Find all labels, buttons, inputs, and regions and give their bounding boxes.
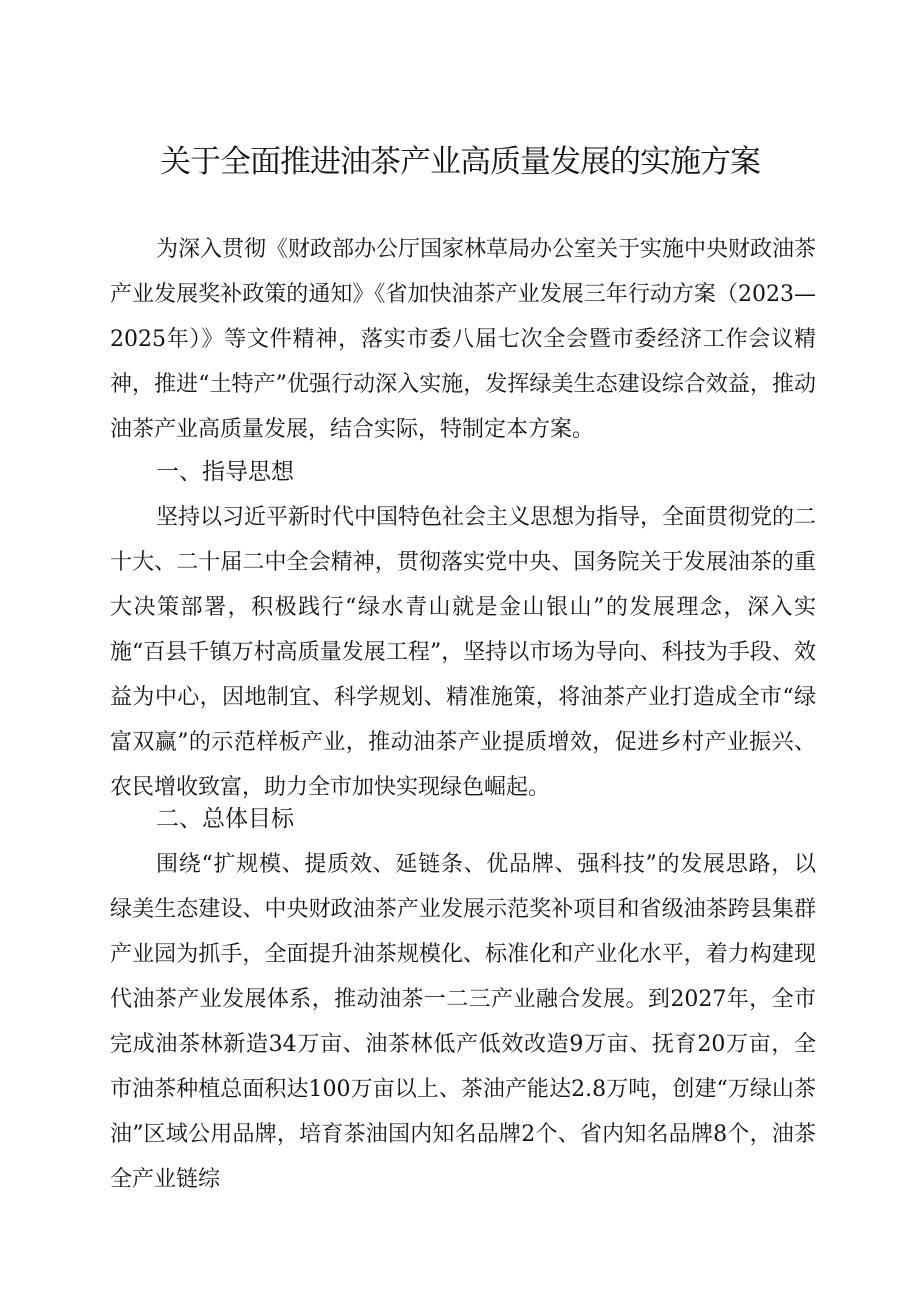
- section-heading-overall-goals: 二、总体目标: [156, 806, 294, 832]
- intro-paragraph: 为深入贯彻《财政部办公厅国家林草局办公室关于实施中央财政油茶产业发展奖补政策的通知》《省加快油茶产业发展三年行动方案（2023—2025年）》等文件精神，落实市委八届七次全会暨市委经济工作会议精神，推进“土特产”优强行动深入实施，发挥绿美生态建设综合效益，推动油茶产业高质量发展，结合实际，特制定本方案。: [110, 237, 817, 442]
- section-paragraph-guiding-ideology: 坚持以习近平新时代中国特色社会主义思想为指导，全面贯彻党的二十大、二十届二中全会精神，贯彻落实党中央、国务院关于发展油茶的重大决策部署，积极践行“绿水青山就是金山银山”的发展理念，深入实施“百县千镇万村高质量发展工程”，坚持以市场为导向、科技为手段、效益为中心，因地制宜、科学规划、精准施策，将油茶产业打造成全市“绿富双赢”的示范样板产业，推动油茶产业提质增效，促进乡村产业振兴、农民增收致富，助力全市加快实现绿色崛起。: [110, 505, 817, 800]
- section-heading-guiding-ideology: 一、指导思想: [156, 459, 294, 485]
- document-title: 关于全面推进油茶产业高质量发展的实施方案: [160, 144, 760, 180]
- section-paragraph-overall-goals: 围绕“扩规模、提质效、延链条、优品牌、强科技”的发展思路，以绿美生态建设、中央财政油茶产业发展示范奖补项目和省级油茶跨县集群产业园为抓手，全面提升油茶规模化、标准化和产业化水平，着力构建现代油茶产业发展体系，推动油茶一二三产业融合发展。到2027年，全市完成油茶林新造34万亩、油茶林低产低效改造9万亩、抚育20万亩，全市油茶种植总面积达100万亩以上、茶油产能达2.8万吨，创建“万绿山茶油”区域公用品牌，培育茶油国内知名品牌2个、省内知名品牌8个，油茶全产业链综: [110, 852, 816, 1192]
